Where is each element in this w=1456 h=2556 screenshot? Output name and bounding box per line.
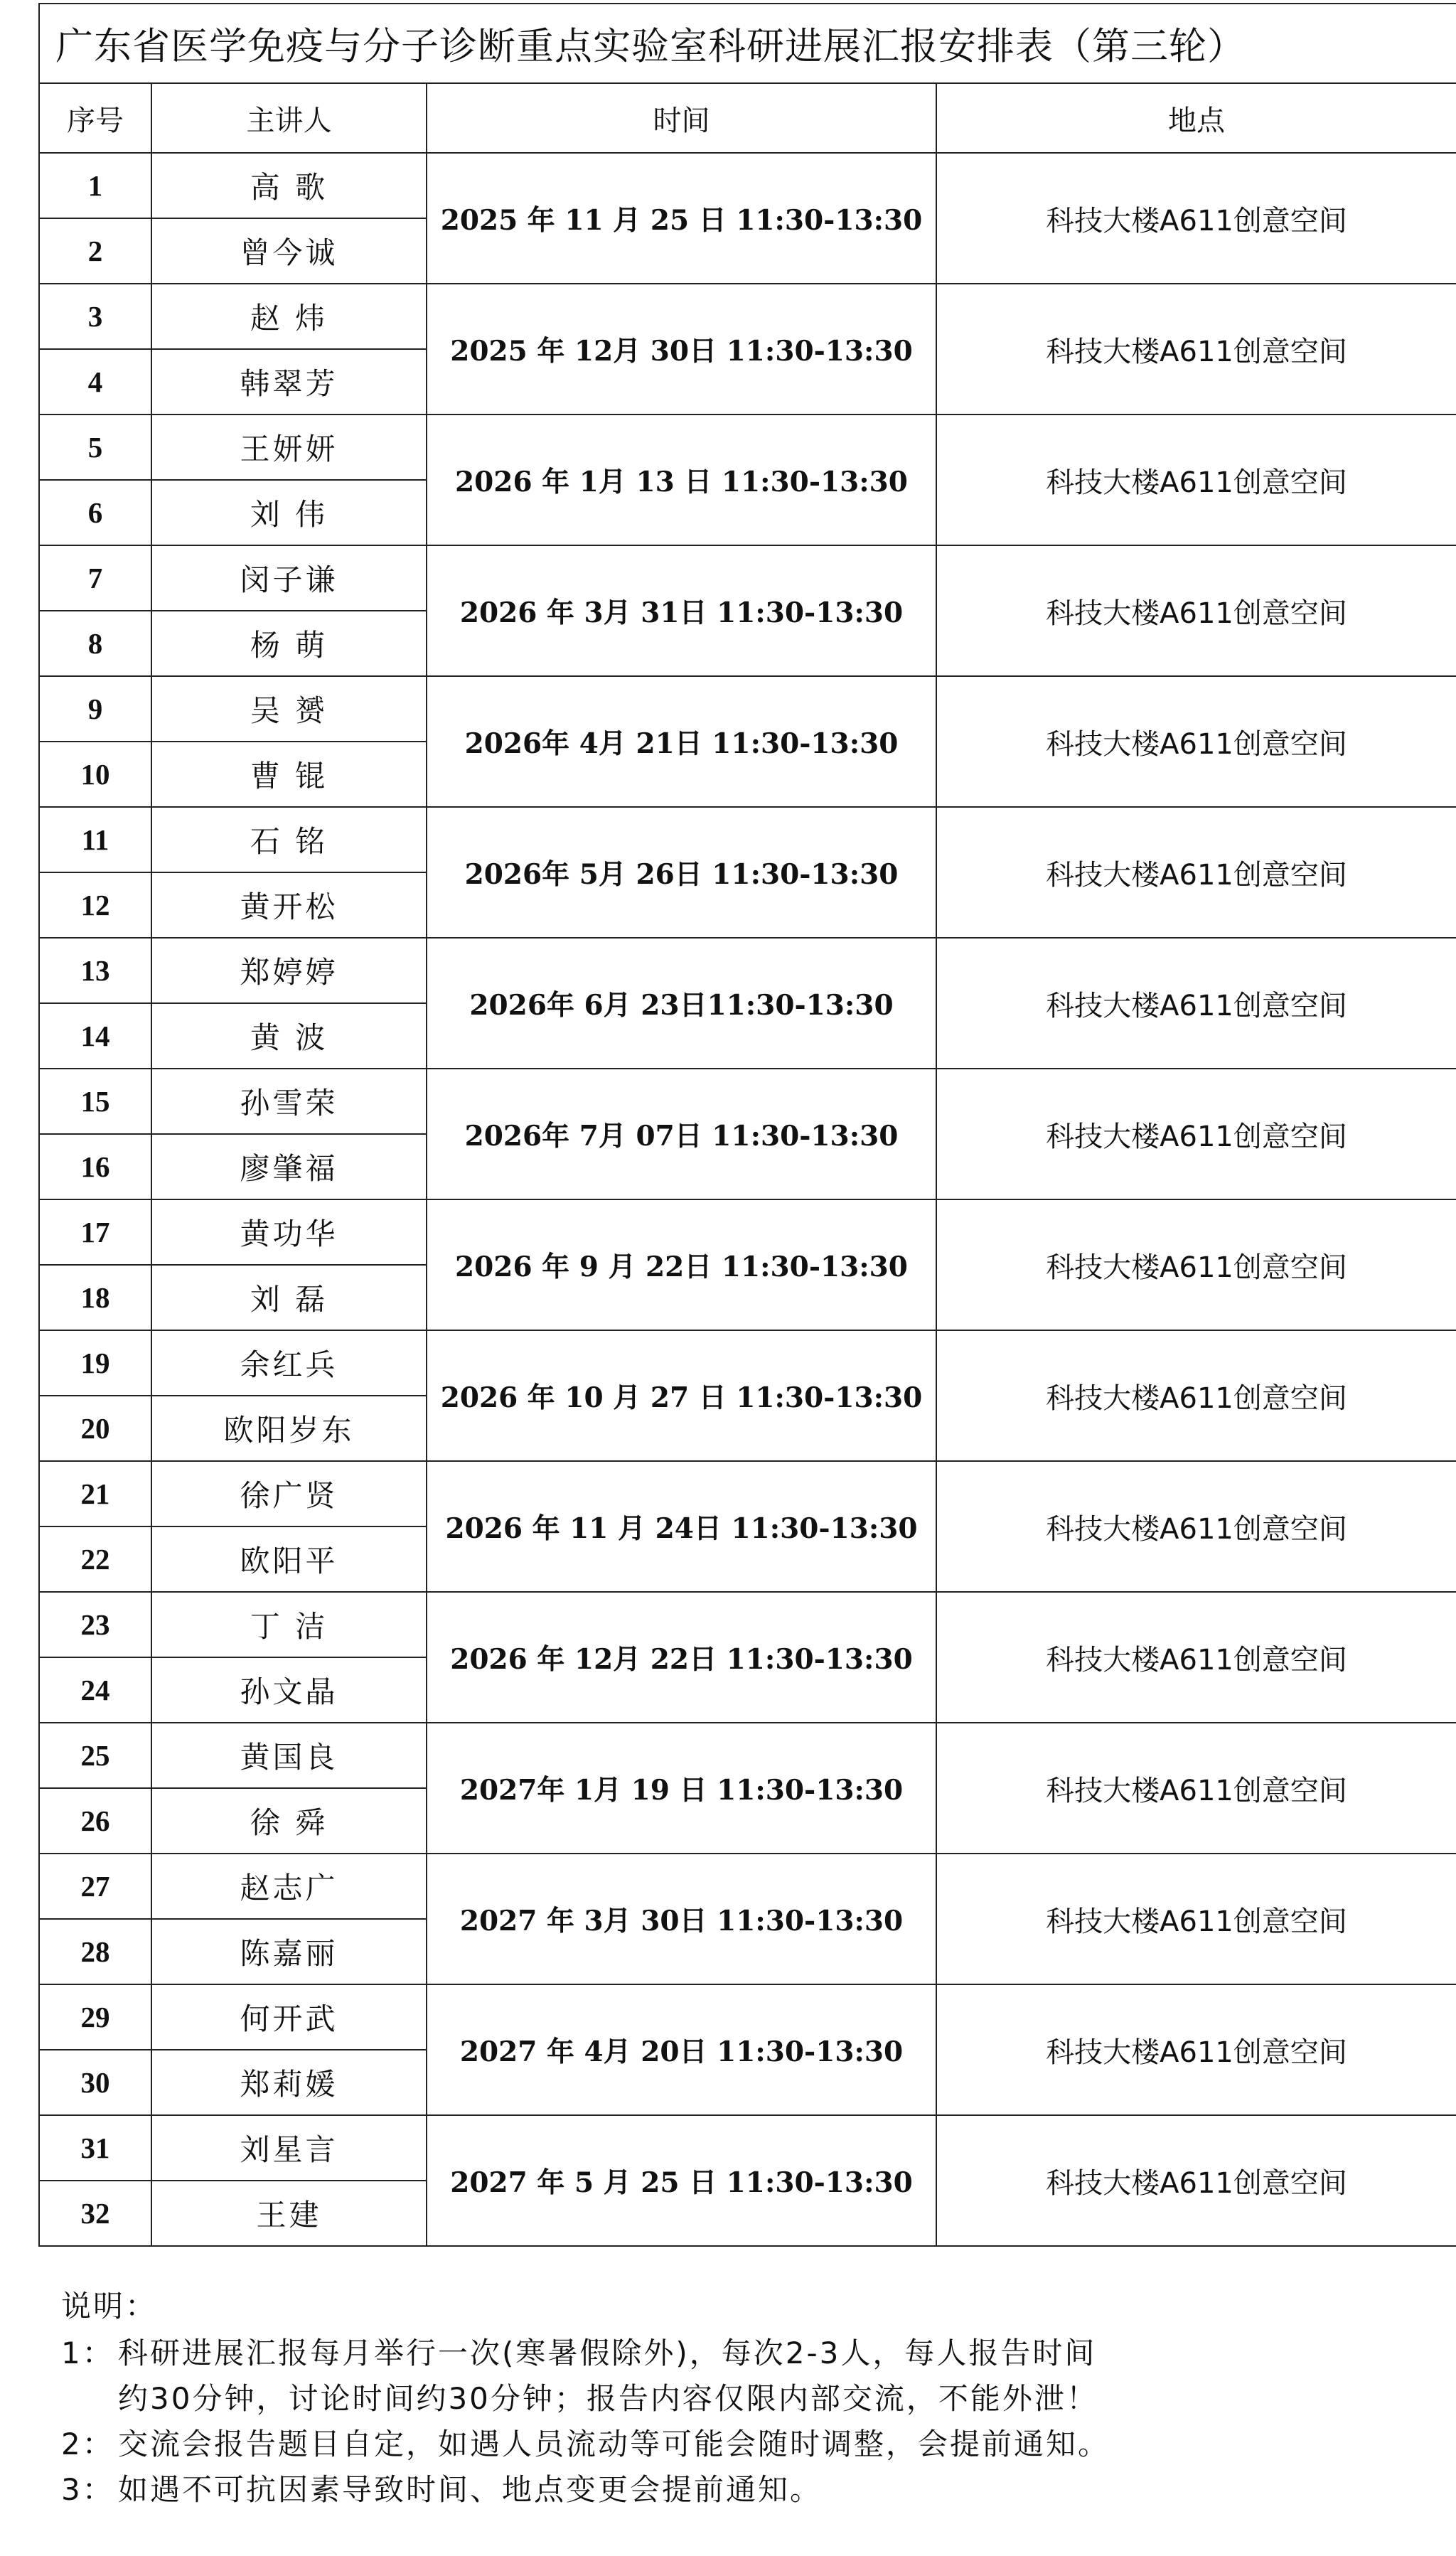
session-location: 科技大楼A611创意空间 [936,676,1456,807]
session-location: 科技大楼A611创意空间 [936,1461,1456,1592]
speaker-name: 郑莉媛 [151,2050,427,2115]
table-row [39,1069,1456,1134]
table-row [39,1984,1456,2050]
session-time: 2027 年 3月 30日 11:30-13:30 [427,1854,936,1984]
session-time: 2027 年 5 月 25 日 11:30-13:30 [427,2115,936,2246]
row-number: 3 [39,284,151,349]
session-location: 科技大楼A611创意空间 [936,1199,1456,1330]
table-row [39,1330,1456,1396]
row-number: 11 [39,807,151,872]
table-row [39,676,1456,742]
session-location: 科技大楼A611创意空间 [936,938,1456,1069]
speaker-name: 黄功华 [151,1199,427,1265]
session-time: 2026 年 12月 22日 11:30-13:30 [427,1592,936,1723]
speaker-name: 黄开松 [151,872,427,938]
row-number: 8 [39,611,151,676]
speaker-name: 徐广贤 [151,1461,427,1526]
session-time: 2026年 5月 26日 11:30-13:30 [427,807,936,938]
speaker-name: 郑婷婷 [151,938,427,1003]
note-text [118,2422,1447,2467]
speaker-name: 王建 [151,2181,427,2246]
row-number: 28 [39,1919,151,1984]
row-number: 31 [39,2115,151,2181]
row-number: 32 [39,2181,151,2246]
session-location: 科技大楼A611创意空间 [936,1854,1456,1984]
speaker-name: 吴 赟 [151,676,427,742]
speaker-name: 欧阳平 [151,1526,427,1592]
session-location: 科技大楼A611创意空间 [936,2115,1456,2246]
session-location: 科技大楼A611创意空间 [936,1330,1456,1461]
speaker-name: 高 歌 [151,153,427,218]
row-number: 6 [39,480,151,545]
row-number: 21 [39,1461,151,1526]
row-number: 10 [39,742,151,807]
table-row [39,545,1456,611]
speaker-name: 丁 洁 [151,1592,427,1657]
row-number: 25 [39,1723,151,1788]
row-number: 23 [39,1592,151,1657]
table-row [39,1592,1456,1657]
note-text [118,2467,1447,2513]
schedule-table [38,3,1456,2247]
table-row [39,1199,1456,1265]
speaker-name: 赵 炜 [151,284,427,349]
speaker-name: 曾今诚 [151,218,427,284]
speaker-name: 曹 锟 [151,742,427,807]
header-no: 序号 [39,83,151,153]
note-line: 科研进展汇报每月举行一次(寒暑假除外)，每次2-3人，每人报告时间 [118,2336,1097,2370]
note-number: 2： [61,2427,114,2461]
row-number: 5 [39,415,151,480]
table-row [39,1461,1456,1526]
session-location: 科技大楼A611创意空间 [936,284,1456,415]
speaker-name: 陈嘉丽 [151,1919,427,1984]
speaker-name: 韩翠芳 [151,349,427,415]
row-number: 18 [39,1265,151,1330]
note-line: 如遇不可抗因素导致时间、地点变更会提前通知。 [118,2472,823,2507]
row-number: 12 [39,872,151,938]
speaker-name: 黄 波 [151,1003,427,1069]
row-number: 27 [39,1854,151,1919]
speaker-name: 徐 舜 [151,1788,427,1854]
speaker-name: 刘 磊 [151,1265,427,1330]
note-text [118,2331,1447,2422]
header-speaker: 主讲人 [151,83,427,153]
session-location: 科技大楼A611创意空间 [936,1723,1456,1854]
row-number: 13 [39,938,151,1003]
session-time: 2026年 7月 07日 11:30-13:30 [427,1069,936,1199]
session-location: 科技大楼A611创意空间 [936,545,1456,676]
row-number: 26 [39,1788,151,1854]
table-row [39,938,1456,1003]
table-title: 广东省医学免疫与分子诊断重点实验室科研进展汇报安排表（第三轮） [39,4,1456,83]
header-location: 地点 [936,83,1456,153]
session-time: 2026 年 10 月 27 日 11:30-13:30 [427,1330,936,1461]
speaker-name: 廖肇福 [151,1134,427,1199]
row-number: 19 [39,1330,151,1396]
row-number: 20 [39,1396,151,1461]
session-time: 2026 年 9 月 22日 11:30-13:30 [427,1199,936,1330]
note-number: 1： [61,2336,114,2370]
row-number: 16 [39,1134,151,1199]
session-time: 2026 年 11 月 24日 11:30-13:30 [427,1461,936,1592]
speaker-name: 刘星言 [151,2115,427,2181]
row-number: 2 [39,218,151,284]
session-time: 2026年 4月 21日 11:30-13:30 [427,676,936,807]
row-number: 7 [39,545,151,611]
table-row [39,2115,1456,2181]
session-location: 科技大楼A611创意空间 [936,1592,1456,1723]
speaker-name: 孙雪荣 [151,1069,427,1134]
notes-title: 说明： [61,2289,158,2324]
notes-section [61,2284,1447,2513]
row-number: 29 [39,1984,151,2050]
note-number: 3： [61,2472,114,2507]
session-location: 科技大楼A611创意空间 [936,153,1456,284]
row-number: 30 [39,2050,151,2115]
speaker-name: 孙文晶 [151,1657,427,1723]
speaker-name: 黄国良 [151,1723,427,1788]
note-item-1 [61,2331,1447,2422]
session-time: 2026 年 3月 31日 11:30-13:30 [427,545,936,676]
session-location: 科技大楼A611创意空间 [936,807,1456,938]
table-row [39,415,1456,480]
session-time: 2025 年 11 月 25 日 11:30-13:30 [427,153,936,284]
note-line: 交流会报告题目自定，如遇人员流动等可能会随时调整，会提前通知。 [118,2427,1110,2461]
table-row [39,1854,1456,1919]
note-item-3 [61,2467,1447,2513]
session-time: 2026 年 1月 13 日 11:30-13:30 [427,415,936,545]
row-number: 4 [39,349,151,415]
speaker-name: 欧阳岁东 [151,1396,427,1461]
row-number: 14 [39,1003,151,1069]
note-line: 约30分钟，讨论时间约30分钟；报告内容仅限内部交流，不能外泄！ [118,2381,1098,2416]
speaker-name: 余红兵 [151,1330,427,1396]
session-location: 科技大楼A611创意空间 [936,1069,1456,1199]
note-item-2 [61,2422,1447,2467]
row-number: 17 [39,1199,151,1265]
row-number: 15 [39,1069,151,1134]
speaker-name: 王妍妍 [151,415,427,480]
table-row [39,807,1456,872]
speaker-name: 刘 伟 [151,480,427,545]
speaker-name: 何开武 [151,1984,427,2050]
schedule-body [39,153,1456,2246]
speaker-name: 闵子谦 [151,545,427,611]
table-row [39,284,1456,349]
table-row [39,153,1456,218]
session-time: 2027年 1月 19 日 11:30-13:30 [427,1723,936,1854]
speaker-name: 赵志广 [151,1854,427,1919]
session-time: 2027 年 4月 20日 11:30-13:30 [427,1984,936,2115]
session-time: 2025 年 12月 30日 11:30-13:30 [427,284,936,415]
header-time: 时间 [427,83,936,153]
session-time: 2026年 6月 23日11:30-13:30 [427,938,936,1069]
session-location: 科技大楼A611创意空间 [936,1984,1456,2115]
row-number: 1 [39,153,151,218]
table-row [39,1723,1456,1788]
speaker-name: 杨 萌 [151,611,427,676]
session-location: 科技大楼A611创意空间 [936,415,1456,545]
speaker-name: 石 铭 [151,807,427,872]
row-number: 24 [39,1657,151,1723]
row-number: 9 [39,676,151,742]
row-number: 22 [39,1526,151,1592]
schedule-sheet [38,3,1456,2247]
